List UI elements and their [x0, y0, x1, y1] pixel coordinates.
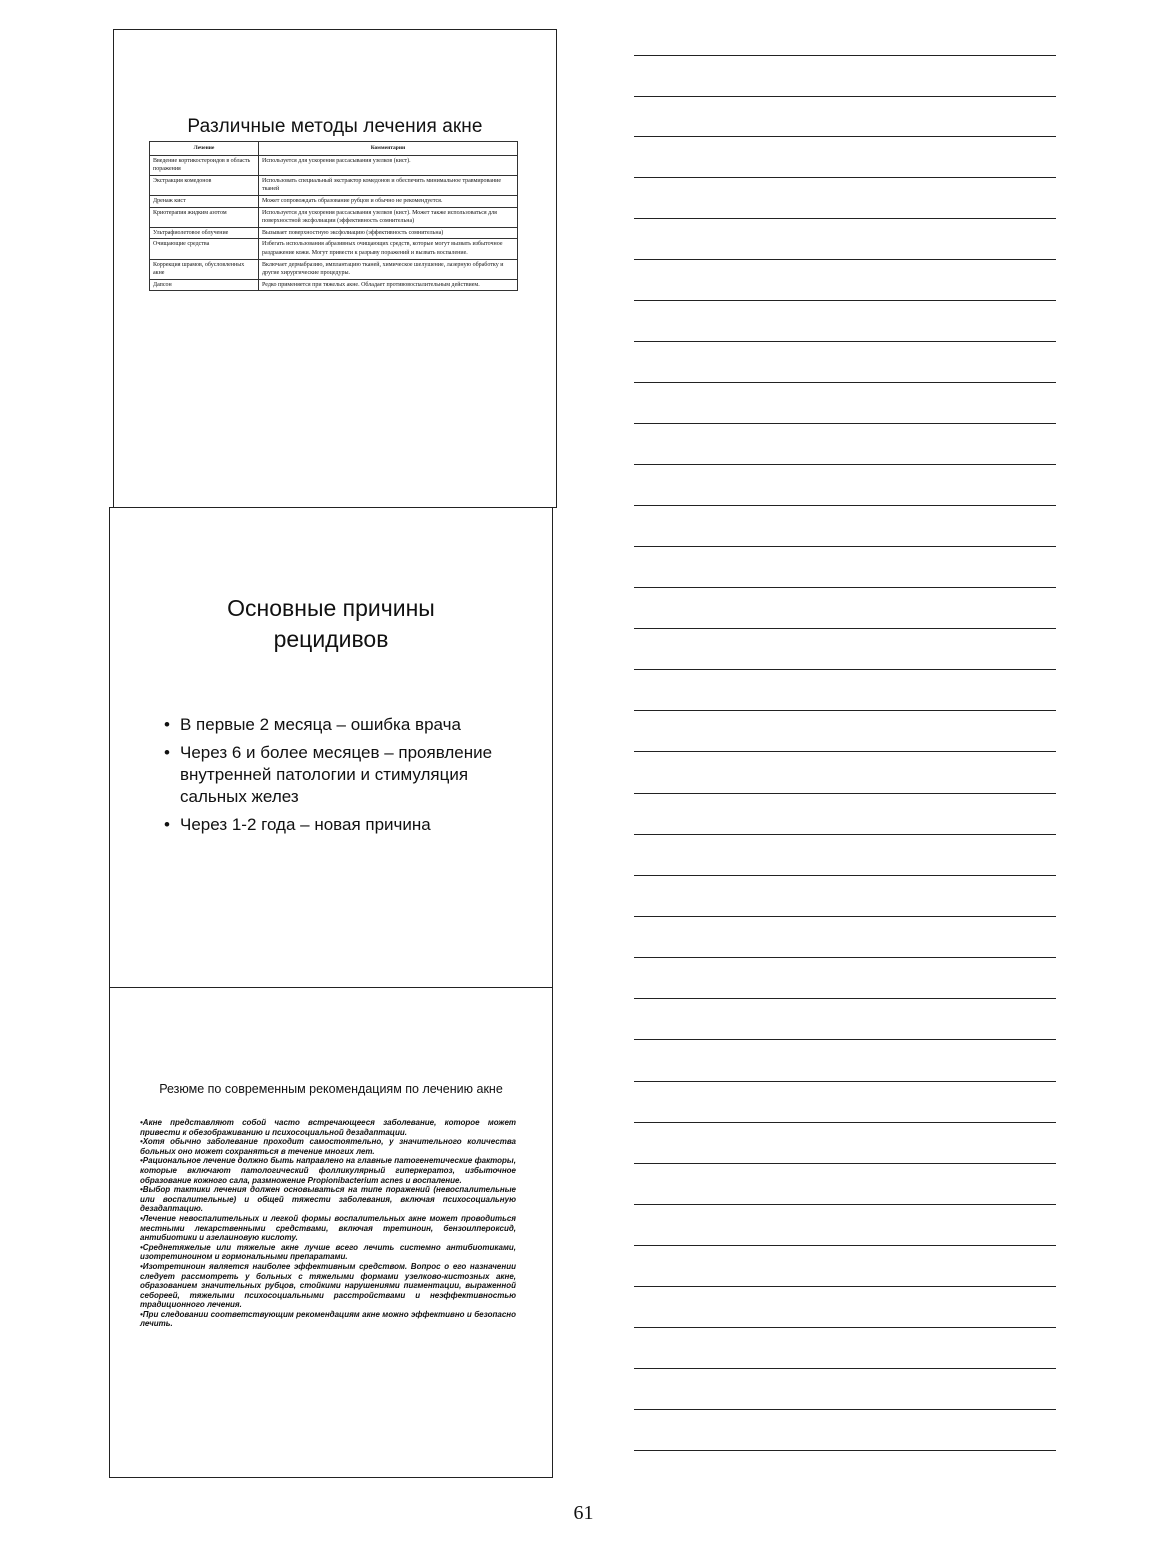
table-cell-comment: Вызывает поверхностную эксфолиацию (эффективность сомнительна) — [259, 227, 518, 239]
table-row — [150, 175, 518, 195]
summary-paragraph: •При следовании соответствующим рекомендациям акне можно эффективно и безопасно лечить. — [140, 1309, 516, 1329]
notes-line — [634, 751, 1056, 752]
notes-line — [634, 177, 1056, 178]
notes-line — [634, 1122, 1056, 1123]
notes-line — [634, 300, 1056, 301]
table-header-row — [150, 142, 518, 156]
notes-line — [634, 55, 1056, 56]
notes-line — [634, 628, 1056, 629]
slide-summary — [109, 987, 553, 1478]
summary-body — [140, 1118, 516, 1329]
table-cell-treatment: Введение кортикостероидов в область поражения — [150, 155, 259, 175]
table-row — [150, 207, 518, 227]
notes-line — [634, 1245, 1056, 1246]
table-cell-comment: Может сопровождать образование рубцов и обычно не рекомендуется. — [259, 195, 518, 207]
table-cell-comment: Используется для ускорения рассасывания узелков (кист). Может также использоваться для поверхностной эксфолиации (эффективность сомнительна) — [259, 207, 518, 227]
slide2-title-line2: рецидивов — [273, 626, 389, 652]
notes-line — [634, 957, 1056, 958]
summary-paragraph: •Изотретиноин является наиболее эффективным средством. Вопрос о его назначении следует рассмотреть у больных с тяжелыми формами узелково-кистозных акне, образованием значительных рубцов, стойкими нарушениями пигментации, выраженной себореей, тяжелыми психосоциальными расстройствами и неэффективностью традиционного лечения. — [140, 1261, 516, 1310]
notes-line — [634, 834, 1056, 835]
table-cell-treatment: Экстракция комедонов — [150, 175, 259, 195]
notes-line — [634, 259, 1056, 260]
table-cell-comment: Используется для ускорения рассасывания узелков (кист). — [259, 155, 518, 175]
slide2-title — [110, 593, 552, 655]
notes-line — [634, 998, 1056, 999]
table-row — [150, 239, 518, 259]
summary-paragraph: •Рациональное лечение должно быть направлено на главные патогенетические факторы, которые включают патологический фолликулярный гиперкератоз, избыточное образование кожного сала, размножение Propionibacterium acnes и воспаление. — [140, 1156, 516, 1185]
summary-paragraph: •Среднетяжелые или тяжелые акне лучше всего лечить системно антибиотиками, изотретиноином и гормональными препаратами. — [140, 1242, 516, 1262]
notes-line — [634, 136, 1056, 137]
notes-line — [634, 423, 1056, 424]
notes-line — [634, 1286, 1056, 1287]
notes-line — [634, 1039, 1056, 1040]
notes-line — [634, 875, 1056, 876]
notes-line — [634, 587, 1056, 588]
notes-line — [634, 1409, 1056, 1410]
notes-line — [634, 546, 1056, 547]
notes-line — [634, 916, 1056, 917]
table-cell-comment: Использовать специальный экстрактор комедонов и обеспечить минимальное травмирование тканей — [259, 175, 518, 195]
table-cell-treatment: Коррекция шрамов, обусловленных акне — [150, 259, 259, 279]
summary-paragraph: •Хотя обычно заболевание проходит самостоятельно, у значительного количества больных оно может сохраняться в течение многих лет. — [140, 1137, 516, 1156]
treatment-table — [149, 141, 518, 291]
notes-line — [634, 218, 1056, 219]
notes-line — [634, 96, 1056, 97]
table-row — [150, 155, 518, 175]
bullet: • — [164, 815, 170, 834]
table-row — [150, 227, 518, 239]
list-item-text: Через 1-2 года – новая причина — [180, 815, 431, 834]
notes-line — [634, 1081, 1056, 1082]
slide-treatment-methods — [113, 29, 557, 508]
slide3-title: Резюме по современным рекомендациям по лечению акне — [159, 1082, 503, 1096]
table-header-comments: Комментарии — [259, 142, 518, 156]
table-cell-treatment: Дренаж кист — [150, 195, 259, 207]
notes-line — [634, 1204, 1056, 1205]
page-number: 61 — [573, 1502, 594, 1524]
summary-paragraph: •Лечение невоспалительных и легкой формы воспалительных акне может проводиться местными лекарственными средствами, включая третиноин, бензоилпероксид, антибиотики и азелаиновую кислоту. — [140, 1213, 516, 1243]
table-row — [150, 279, 518, 291]
notes-line — [634, 341, 1056, 342]
table-header-treatment: Лечение — [150, 142, 259, 156]
bullet: • — [164, 743, 170, 762]
notes-line — [634, 1327, 1056, 1328]
notes-line — [634, 669, 1056, 670]
notes-line — [634, 1368, 1056, 1369]
table-cell-comment: Редко применяется при тяжелых акне. Обладает противовоспалительным действием. — [259, 279, 518, 291]
slide1-title: Различные методы лечения акне — [187, 116, 483, 137]
list-item — [164, 714, 539, 736]
table-cell-treatment: Ультрафиолетовое облучение — [150, 227, 259, 239]
notes-line — [634, 793, 1056, 794]
table-cell-comment: Избегать использования абразивных очищающих средств, которые могут вызвать избыточное раздражение кожи. Могут привести к разрыву поражений и вызвать воспаление. — [259, 239, 518, 259]
bullet: • — [164, 715, 170, 734]
list-item-text: Через 6 и более месяцев – проявление внутренней патологии и стимуляция сальных желез — [180, 743, 493, 806]
table-cell-treatment: Криотерапия жидким азотом — [150, 207, 259, 227]
summary-paragraph: •Акне представляют собой часто встречающееся заболевание, которое может привести к обезображиванию и психосоциальной дезадаптации. — [140, 1118, 516, 1137]
table-row — [150, 195, 518, 207]
table-cell-treatment: Очищающие средства — [150, 239, 259, 259]
notes-line — [634, 382, 1056, 383]
list-item — [164, 814, 539, 836]
list-item-text: В первые 2 месяца – ошибка врача — [180, 715, 461, 734]
notes-line — [634, 1450, 1056, 1451]
notes-line — [634, 464, 1056, 465]
relapse-causes-list — [164, 714, 539, 842]
table-row — [150, 259, 518, 279]
slide2-title-line1: Основные причины — [227, 595, 435, 621]
slide-relapse-causes — [109, 507, 553, 988]
notes-line — [634, 505, 1056, 506]
notes-line — [634, 1163, 1056, 1164]
table-cell-comment: Включает дермабразию, имплантацию тканей, химическое шелушение, лазерную обработку и другие хирургические процедуры. — [259, 259, 518, 279]
table-cell-treatment: Дапсон — [150, 279, 259, 291]
summary-paragraph: •Выбор тактики лечения должен основываться на типе поражений (невоспалительные или воспалительные) и общей тяжести заболевания, включая психосоциальную дезадаптацию. — [140, 1185, 516, 1214]
list-item — [164, 742, 539, 808]
notes-line — [634, 710, 1056, 711]
